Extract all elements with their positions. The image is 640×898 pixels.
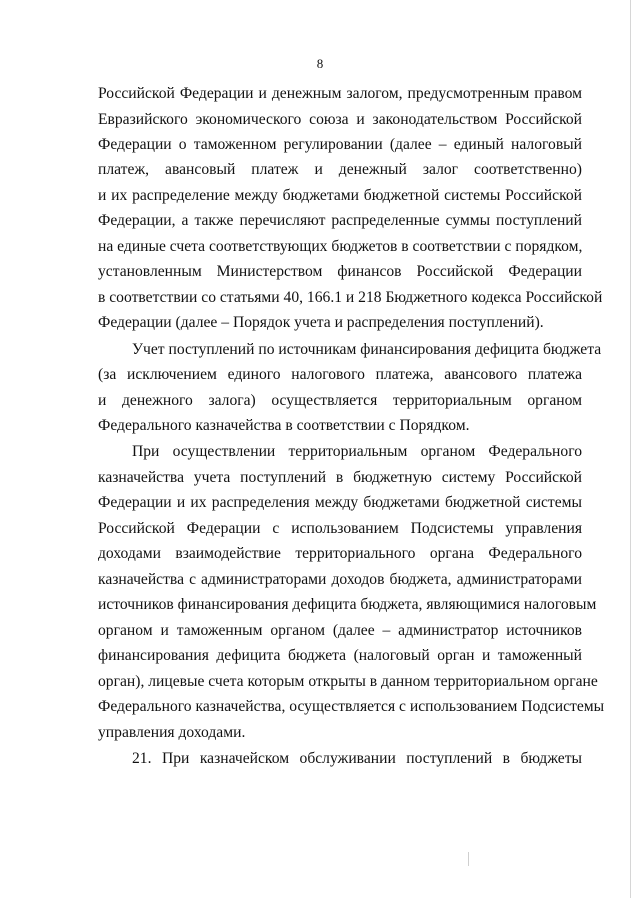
text-line: на единые счета соответствующих бюджетов в соответствии с порядком, <box>98 238 583 255</box>
text-line: Федерации и их распределения между бюджетами бюджетной системы <box>98 494 582 511</box>
text-line: источников финансирования дефицита бюджета, являющимися налоговым <box>98 596 597 613</box>
text-line: казначейства учета поступлений в бюджетную систему Российской <box>98 469 582 486</box>
scan-edge <box>630 0 631 898</box>
text-line: Евразийского экономического союза и законодательством Российской <box>98 111 582 128</box>
text-line: (за исключением единого налогового платежа, авансового платежа <box>98 366 582 383</box>
text-line: Российской Федерации с использованием Подсистемы управления <box>98 520 582 537</box>
text-line: казначейства с администраторами доходов бюджета, администраторами <box>98 571 582 588</box>
text-line: установленным Министерством финансов Российской Федерации <box>98 263 582 280</box>
text-line: финансирования дефицита бюджета (налоговый орган и таможенный <box>98 647 582 664</box>
text-line: Федерального казначейства в соответствии с Порядком. <box>98 417 470 434</box>
scan-artifact <box>468 852 469 866</box>
text-line: органом и таможенным органом (далее – администратор источников <box>98 622 582 639</box>
text-line: управления доходами. <box>98 724 246 741</box>
paragraph-first-line: При осуществлении территориальным органом Федерального <box>132 443 582 460</box>
text-line: Федерации о таможенном регулировании (далее – единый налоговый <box>98 136 582 153</box>
text-line: и их распределение между бюджетами бюджетной системы Российской <box>98 187 582 204</box>
text-line: в соответствии со статьями 40, 166.1 и 218 Бюджетного кодекса Российской <box>98 289 603 306</box>
text-line: Федерации (далее – Порядок учета и распределения поступлений). <box>98 314 544 331</box>
page-number: 8 <box>316 56 324 71</box>
text-line: орган), лицевые счета которым открыты в данном территориальном органе <box>98 673 598 690</box>
text-line: Федерации, а также перечисляют распределенные суммы поступлений <box>98 212 582 229</box>
text-line: и денежного залога) осуществляется территориальным органом <box>98 392 582 409</box>
text-line: Федерального казначейства, осуществляется с использованием Подсистемы <box>98 698 605 715</box>
paragraph-first-line: 21. При казначейском обслуживании поступлений в бюджеты <box>132 750 582 767</box>
text-line: Российской Федерации и денежным залогом, предусмотренным правом <box>98 85 582 102</box>
text-line: доходами взаимодействие территориального органа Федерального <box>98 545 582 562</box>
paragraph-first-line: Учет поступлений по источникам финансирования дефицита бюджета <box>132 341 602 358</box>
text-line: платеж, авансовый платеж и денежный залог соответственно) <box>98 161 582 178</box>
